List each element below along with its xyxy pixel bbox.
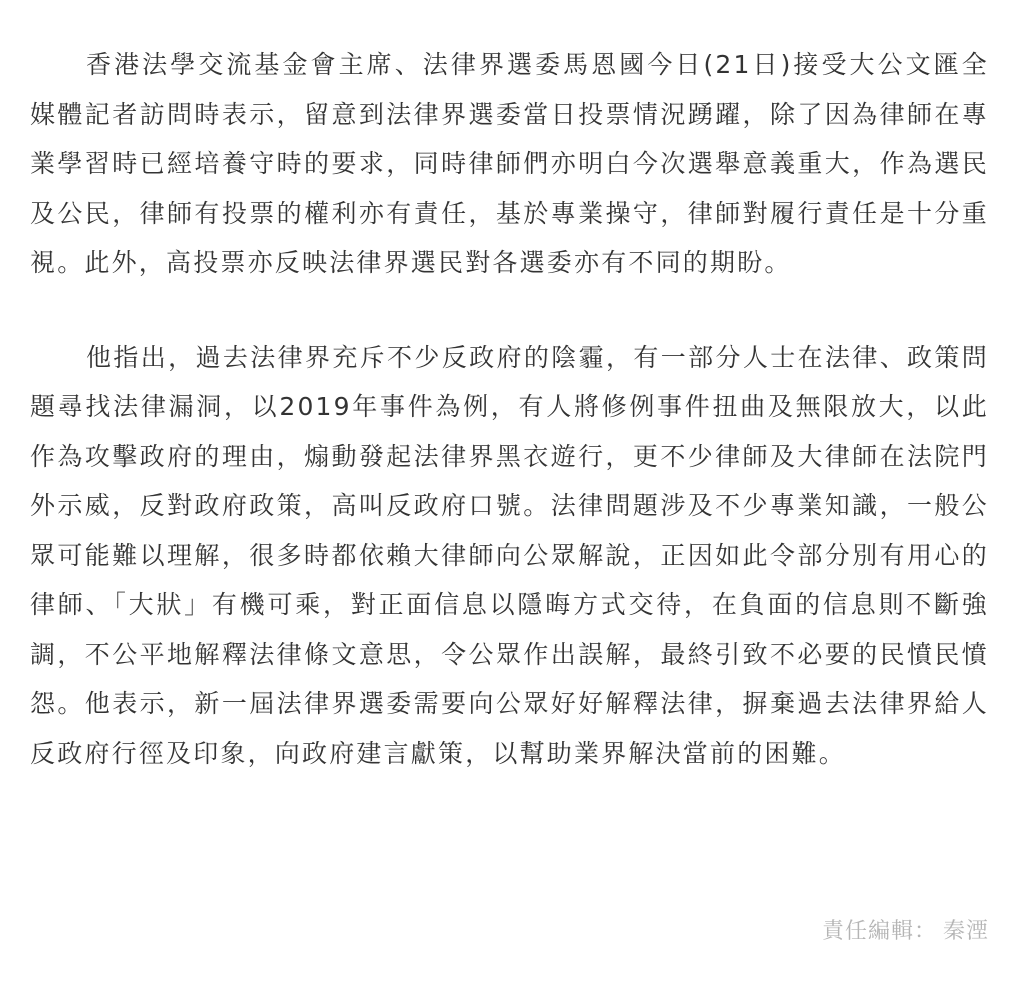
article-paragraph-2: 他指出，過去法律界充斥不少反政府的陰霾，有一部分人士在法律、政策問題尋找法律漏洞，以2019年事件為例，有人將修例事件扭曲及無限放大，以此作為攻擊政府的理由，煽動發起法律界黑衣遊行，更不少律師及大律師在法院門外示威，反對政府政策，高叫反政府口號。法律問題涉及不少專業知識，一般公眾可能難以理解，很多時都依賴大律師向公眾解說，正因如此令部分別有用心的律師、「大狀」有機可乘，對正面信息以隱晦方式交待，在負面的信息則不斷強調，不公平地解釋法律條文意思，令公眾作出誤解，最終引致不必要的民憤民憤怨。他表示，新一屆法律界選委需要向公眾好好解釋法律，摒棄過去法律界給人反政府行徑及印象，向政府建言獻策，以幫助業界解決當前的困難。 <box>30 342 989 768</box>
editor-name: 秦湮 <box>942 919 989 944</box>
article-paragraph-1: 香港法學交流基金會主席、法律界選委馬恩國今日(21日)接受大公文匯全媒體記者訪問時表示，留意到法律界選委當日投票情況踴躍，除了因為律師在專業學習時已經培養守時的要求，同時律師們亦明白今次選舉意義重大，作為選民及公民，律師有投票的權利亦有責任，基於專業操守，律師對履行責任是十分重視。此外，高投票亦反映法律界選民對各選委亦有不同的期盼。 <box>30 50 989 277</box>
editor-credit <box>822 914 989 950</box>
editor-label: 責任編輯： <box>821 919 937 944</box>
